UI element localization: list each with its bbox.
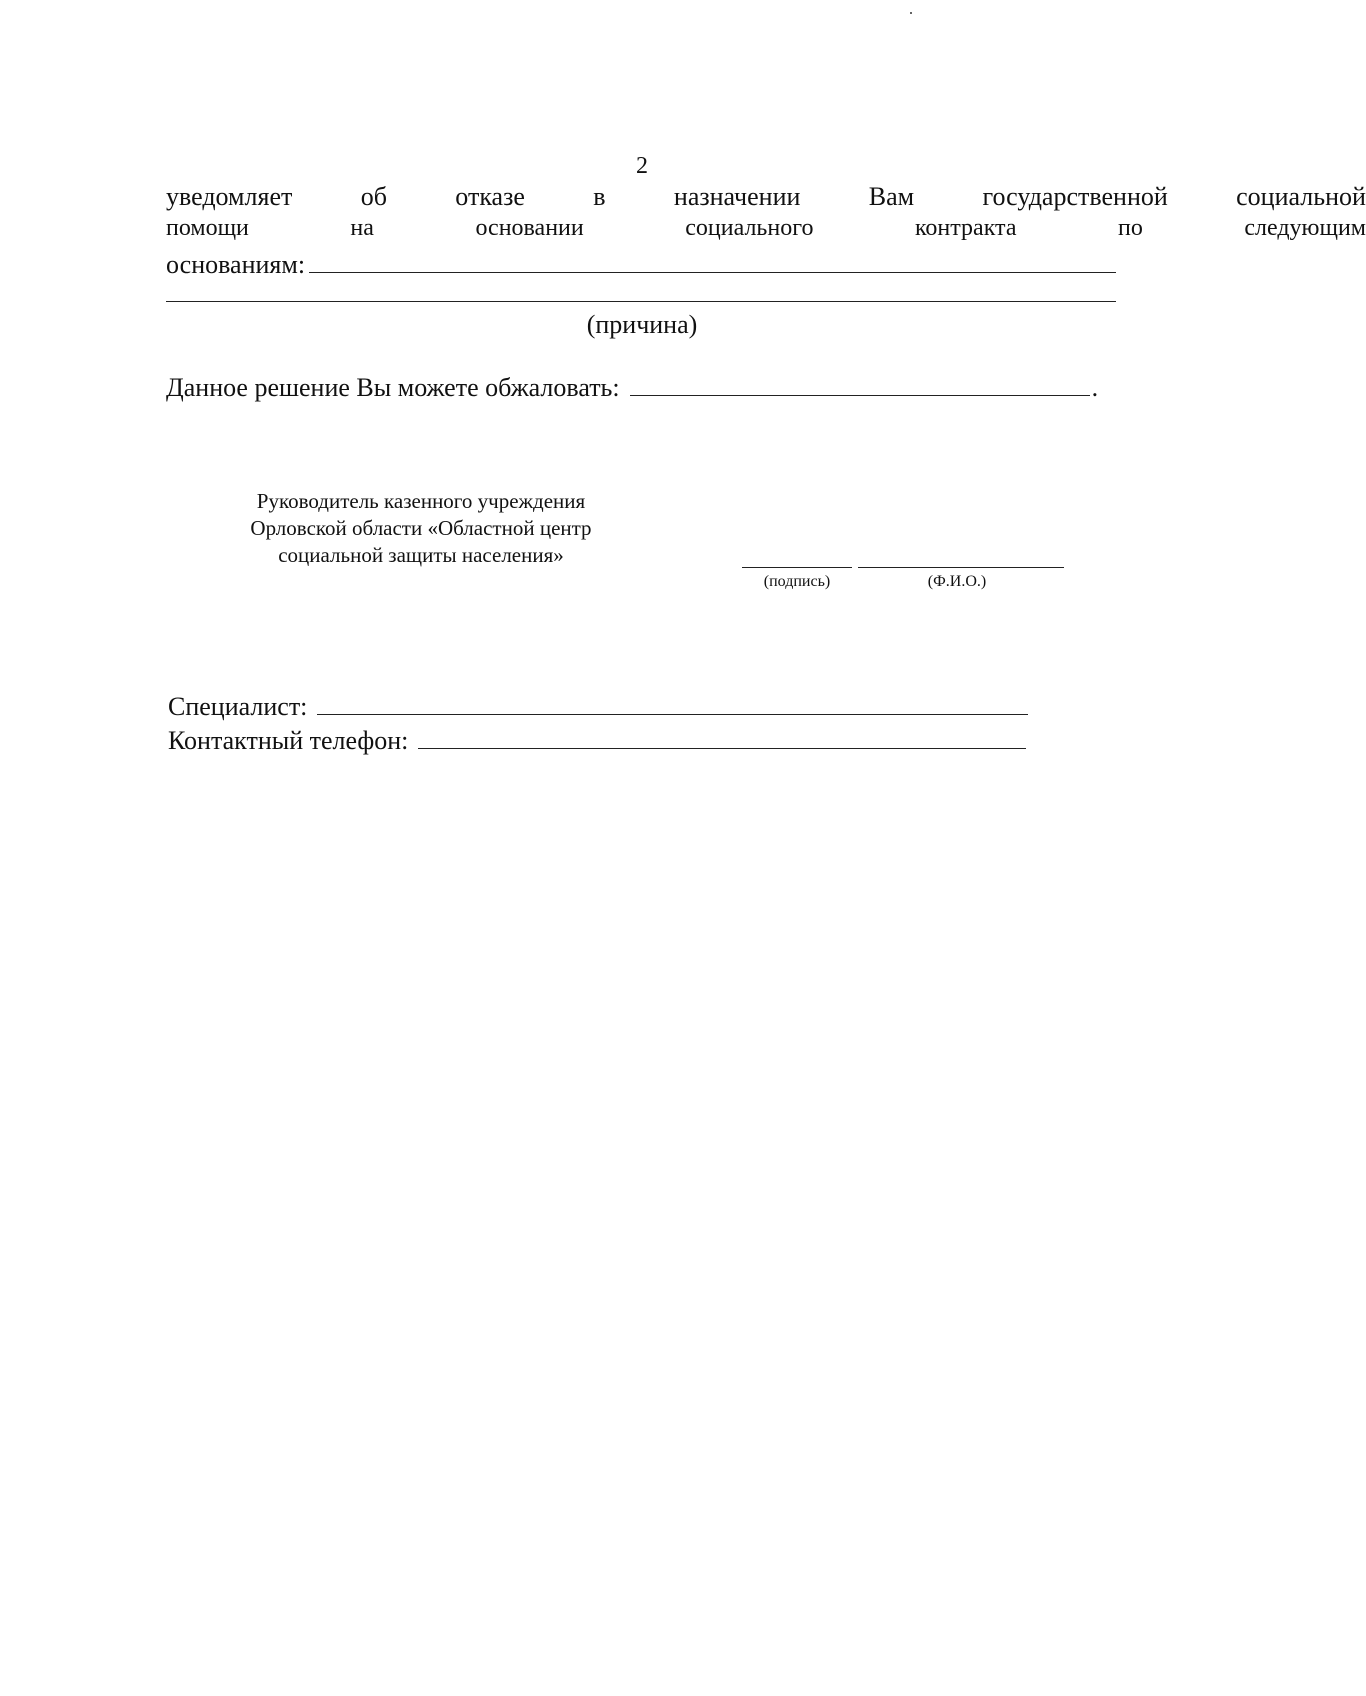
phone-line [168,724,1026,756]
specialist-label: Специалист: [168,692,308,721]
word: отказе [455,182,525,211]
word: в [593,182,606,211]
specialist-line [168,690,1028,722]
word: государственной [982,182,1168,211]
grounds-label: основаниям: [166,250,306,279]
word: контракта [914,215,1017,241]
reason-blank-field[interactable] [166,301,1116,302]
scan-dot-mark [910,12,912,14]
grounds-blank-field[interactable] [309,248,1116,273]
head-line-1: Руководитель казенного учреждения [256,489,586,513]
paragraph-line-2 [166,213,1366,243]
specialist-blank-field[interactable] [317,690,1028,715]
name-caption: (Ф.И.О.) [927,573,987,590]
head-position-block [205,488,637,569]
page-number: 2 [636,153,648,179]
word: помощи [166,215,249,241]
word: назначении [673,182,801,211]
paragraph-line-1 [166,182,1366,212]
word: Вам [868,182,915,211]
phone-label: Контактный телефон: [168,726,409,755]
word: об [360,182,387,211]
appeal-blank-field[interactable] [630,371,1090,396]
signature-caption: (подпись) [763,573,831,590]
word: основании [475,215,584,241]
appeal-text: Данное решение Вы можете обжаловать: [166,373,620,402]
name-blank-field[interactable] [858,567,1064,568]
head-line-2: Орловской области «Областной центр [250,516,592,540]
appeal-line [166,371,1126,403]
word: уведомляет [166,182,293,211]
word: по [1118,215,1143,241]
phone-blank-field[interactable] [418,724,1026,749]
word: социальной [1236,182,1366,211]
word: на [350,215,374,241]
paragraph-line-3 [166,248,1116,280]
signature-blank-field[interactable] [742,567,852,568]
appeal-end-mark: . [1091,373,1099,402]
word: следующим [1244,215,1366,241]
head-line-3: социальной защиты населения» [278,543,564,567]
reason-caption: (причина) [586,310,698,339]
word: социального [685,215,814,241]
